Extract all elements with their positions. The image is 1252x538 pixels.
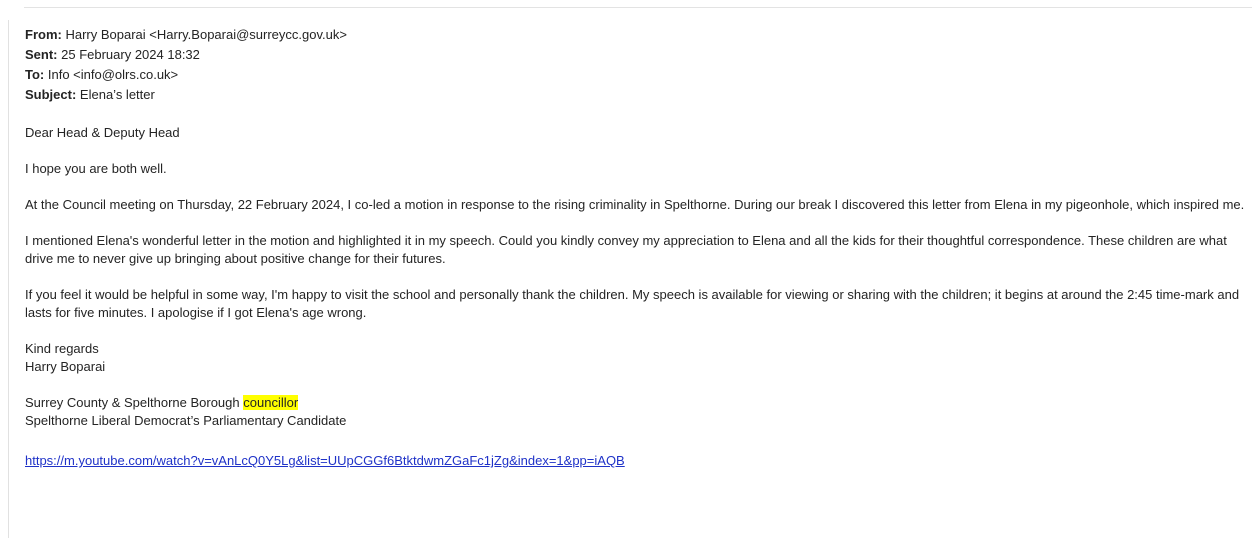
subject-value: Elena’s letter [79, 87, 155, 102]
closing-regards: Kind regards [25, 341, 99, 356]
highlighted-word: councillor [243, 395, 299, 410]
sent-line [25, 46, 1247, 66]
subject-line [25, 86, 1247, 106]
signature [25, 394, 1247, 430]
signature-title [25, 394, 1247, 412]
closing [25, 340, 1247, 376]
sent-label: Sent: [25, 47, 58, 62]
to-value: Info <info@olrs.co.uk> [47, 67, 179, 82]
paragraph-4: If you feel it would be helpful in some way, I'm happy to visit the school and personally thank the children. My speech is available for viewing or sharing with the children; it begins at around the 2:45 time-mark and lasts for five minutes. I apologise if I got Elena's age wrong. [25, 287, 1240, 320]
link-container [25, 452, 1247, 470]
paragraph-1: I hope you are both well. [25, 161, 167, 176]
to-label: To: [25, 67, 45, 82]
subject-label: Subject: [25, 87, 77, 102]
paragraph-3: I mentioned Elena's wonderful letter in the motion and highlighted it in my speech. Could you kindly convey my appreciation to Elena and all the kids for their thoughtful correspondence. These children are what drive me to never give up bringing about positive change for their futures. [25, 233, 1227, 266]
sent-value: 25 February 2024 18:32 [61, 47, 200, 62]
youtube-link[interactable]: https://m.youtube.com/watch?v=vAnLcQ0Y5Lg&list=UUpCGGf6BtktdwmZGaFc1jZg&index=1&pp=iAQB [25, 453, 625, 468]
signature-candidate: Spelthorne Liberal Democrat’s Parliamentary Candidate [25, 413, 347, 428]
from-line [25, 26, 1247, 46]
from-label: From: [25, 27, 62, 42]
greeting: Dear Head & Deputy Head [25, 125, 180, 140]
quote-border [8, 20, 9, 538]
signature-title-text: Surrey County & Spelthorne Borough [25, 395, 244, 410]
to-line [25, 66, 1247, 86]
email-message [25, 26, 1247, 470]
top-divider [24, 7, 1252, 8]
from-value: Harry Boparai <Harry.Boparai@surreycc.gov.uk> [65, 27, 347, 42]
paragraph-2: At the Council meeting on Thursday, 22 February 2024, I co-led a motion in response to the rising criminality in Spelthorne. During our break I discovered this letter from Elena in my pigeonhole, which inspired me. [25, 197, 1245, 212]
closing-name: Harry Boparai [25, 359, 106, 374]
